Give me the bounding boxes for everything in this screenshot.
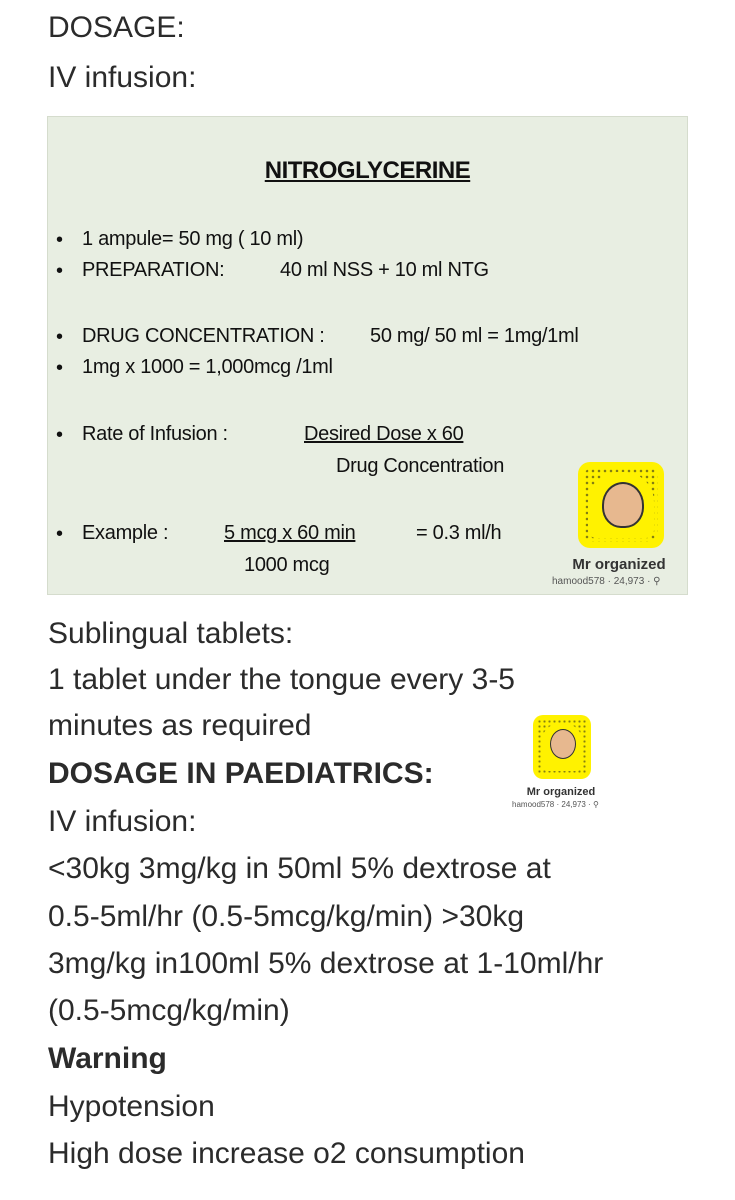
warning-heading: Warning (48, 1042, 167, 1075)
tablet-line-1: 1 tablet under the tongue every 3-5 (48, 663, 515, 696)
avatar (550, 729, 576, 759)
bullet: • (56, 357, 64, 379)
tablet-line-2: minutes as required (48, 709, 312, 742)
paed-iv-label: IV infusion: (48, 805, 197, 838)
example-denominator: 1000 mcg (244, 554, 330, 576)
watermark-user-small: hamood578 · 24,973 · ⚲ (512, 800, 599, 809)
bullet: • (56, 523, 64, 545)
paed-line-2: 0.5-5ml/hr (0.5-5mcg/kg/min) >30kg (48, 900, 525, 933)
warning-item-1: Hypotension (48, 1090, 215, 1123)
preparation-label: PREPARATION: (82, 259, 225, 281)
avatar (602, 482, 644, 528)
iv-infusion-label: IV infusion: (48, 61, 197, 94)
warning-item-2: High dose increase o2 consumption (48, 1137, 525, 1170)
paed-line-3: 3mg/kg in100ml 5% dextrose at 1-10ml/hr (48, 947, 604, 980)
rate-denominator: Drug Concentration (336, 455, 505, 477)
bullet: • (56, 229, 64, 251)
preparation-value: 40 ml NSS + 10 ml NTG (280, 259, 489, 281)
concentration-value: 50 mg/ 50 ml = 1mg/1ml (370, 325, 579, 347)
watermark-user: hamood578 · 24,973 · ⚲ (552, 576, 661, 587)
sublingual-heading: Sublingual tablets: (48, 617, 294, 650)
bullet: • (56, 424, 64, 446)
bullet: • (56, 260, 64, 282)
example-numerator: 5 mcg x 60 min (224, 522, 356, 544)
example-result: = 0.3 ml/h (416, 522, 502, 544)
rate-label: Rate of Infusion : (82, 423, 228, 445)
card-title: NITROGLYCERINE (264, 157, 471, 184)
mcg-conversion: 1mg x 1000 = 1,000mcg /1ml (82, 356, 333, 378)
paediatrics-heading: DOSAGE IN PAEDIATRICS: (48, 757, 434, 790)
watermark-brand-small: Mr organized (526, 786, 596, 798)
snapcode-logo (578, 462, 664, 548)
dosage-heading: DOSAGE: (48, 11, 185, 44)
example-label: Example : (82, 522, 169, 544)
snapcode-logo-small (533, 715, 591, 779)
ampule-line: 1 ampule= 50 mg ( 10 ml) (82, 228, 304, 250)
concentration-label: DRUG CONCENTRATION : (82, 325, 325, 347)
bullet: • (56, 326, 64, 348)
watermark-brand: Mr organized (572, 556, 666, 573)
paed-line-4: (0.5-5mcg/kg/min) (48, 994, 290, 1027)
paed-line-1: <30kg 3mg/kg in 50ml 5% dextrose at (48, 852, 551, 885)
rate-numerator: Desired Dose x 60 (304, 423, 464, 445)
